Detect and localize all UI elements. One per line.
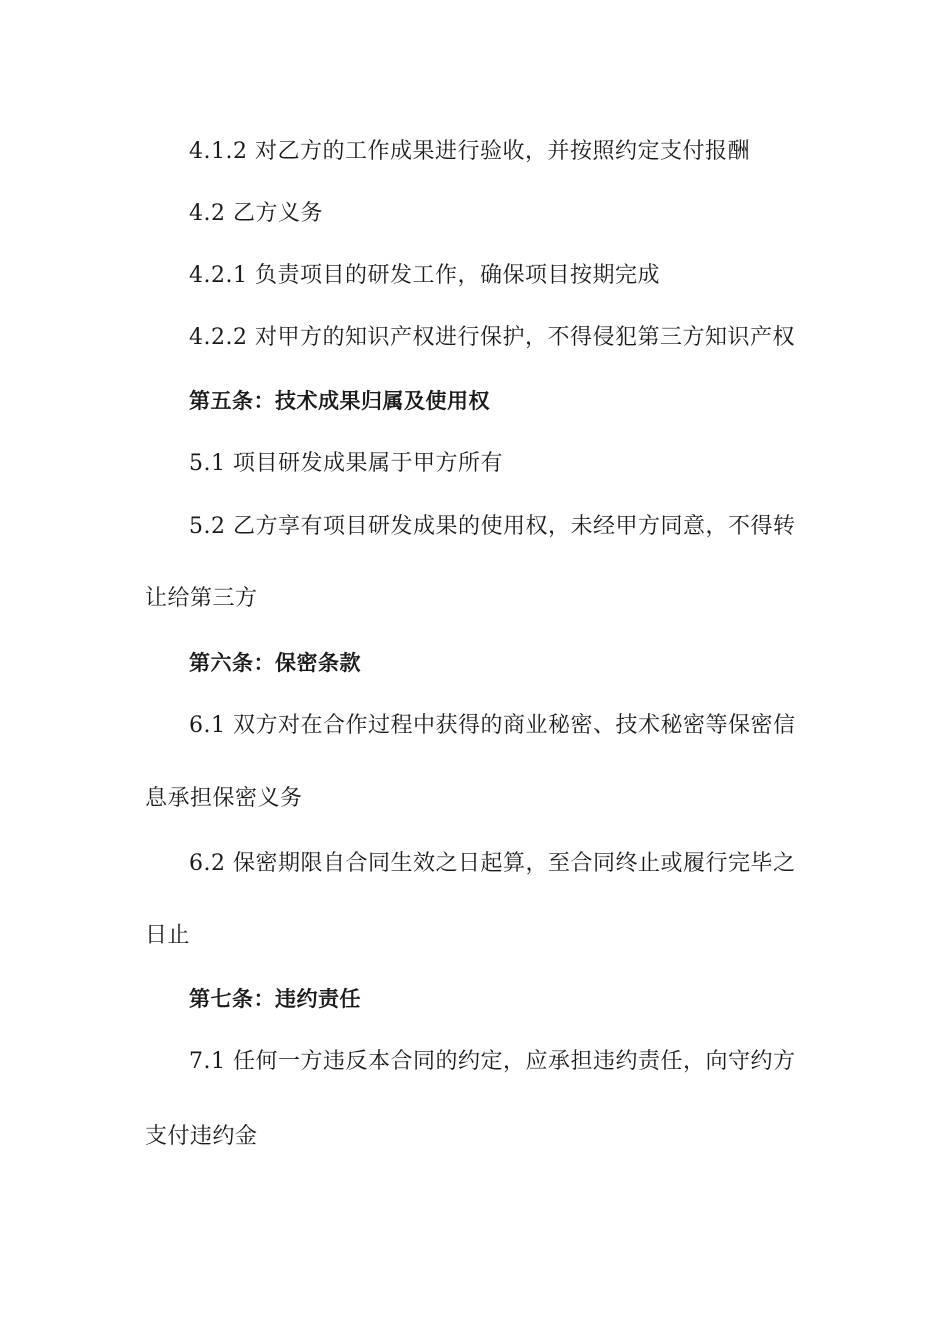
clause-4-2-2: 4.2.2 对甲方的知识产权进行保护，不得侵犯第三方知识产权 — [189, 325, 795, 350]
clause-4-1-2: 4.1.2 对乙方的工作成果进行验收，并按照约定支付报酬 — [189, 139, 750, 164]
clause-7-1-line-2: 支付违约金 — [145, 1124, 258, 1149]
clause-6-2-line-1: 6.2 保密期限自合同生效之日起算，至合同终止或履行完毕之 — [189, 851, 796, 876]
clause-5-2-line-1: 5.2 乙方享有项目研发成果的使用权，未经甲方同意，不得转 — [189, 514, 796, 539]
clause-6-2-line-2: 日止 — [145, 923, 191, 948]
clause-5-2-line-2: 让给第三方 — [145, 586, 258, 611]
clause-4-2-1: 4.2.1 负责项目的研发工作，确保项目按期完成 — [189, 263, 660, 288]
article-6-heading: 第六条：保密条款 — [189, 651, 361, 675]
clause-7-1-line-1: 7.1 任何一方违反本合同的约定，应承担违约责任，向守约方 — [189, 1049, 796, 1074]
clause-6-1-line-2: 息承担保密义务 — [145, 786, 303, 811]
article-5-heading: 第五条：技术成果归属及使用权 — [189, 389, 490, 413]
clause-6-1-line-1: 6.1 双方对在合作过程中获得的商业秘密、技术秘密等保密信 — [189, 713, 796, 738]
clause-4-2-title: 4.2 乙方义务 — [189, 201, 323, 226]
article-7-heading: 第七条：违约责任 — [189, 987, 361, 1011]
clause-5-1: 5.1 项目研发成果属于甲方所有 — [189, 451, 503, 476]
